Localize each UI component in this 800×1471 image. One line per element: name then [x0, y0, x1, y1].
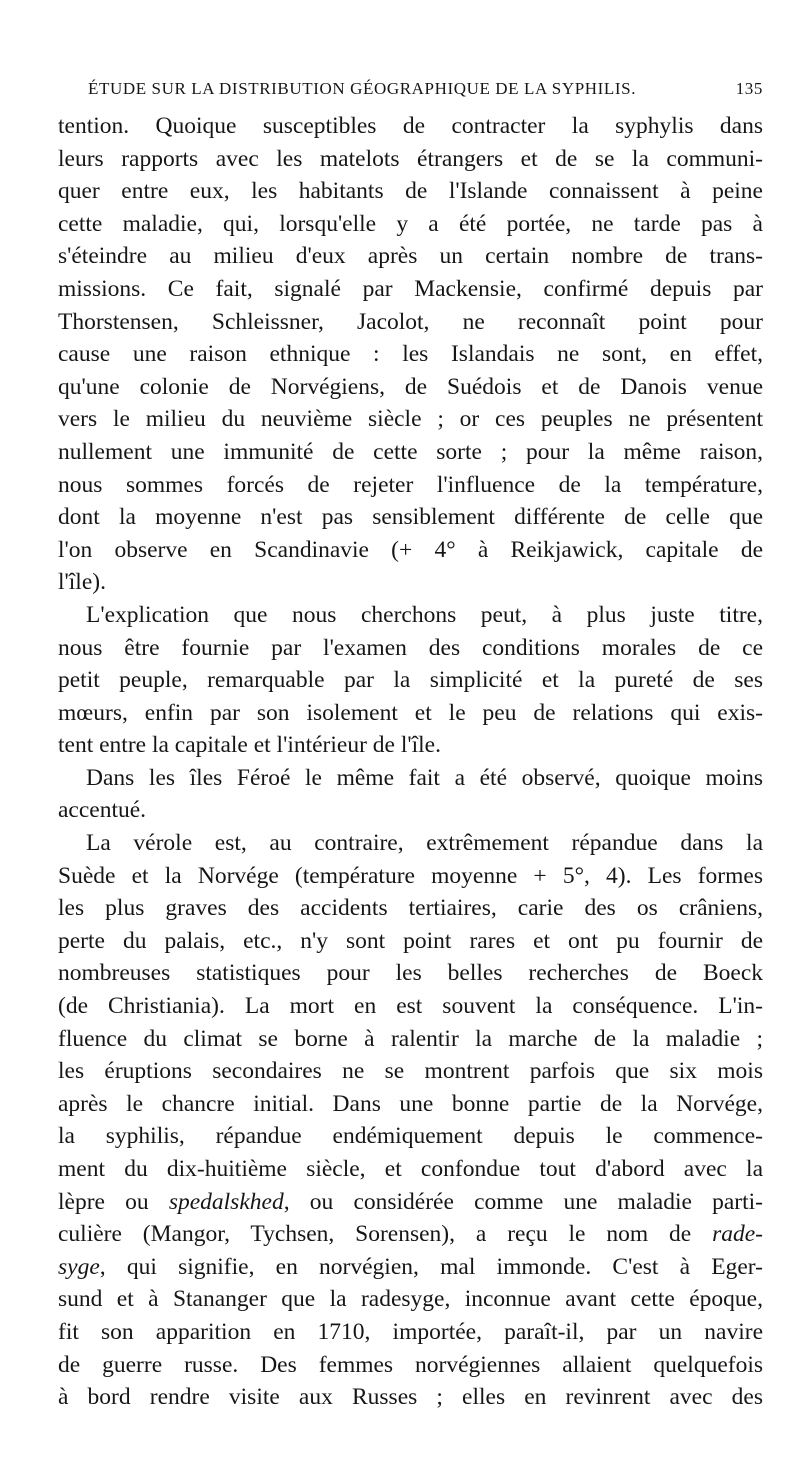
paragraph — [58, 599, 763, 762]
text-line: les éruptions secondaires ne se montrent parfois que six mois — [58, 1058, 763, 1085]
text-line: missions. Ce fait, signalé par Mackensie, confirmé depuis par — [58, 275, 763, 302]
text-line: fluence du climat se borne à ralentir la marche de la maladie ; — [58, 1025, 763, 1052]
text-line: Suède et la Norvége (température moyenne + 5°, 4). Les formes — [58, 862, 763, 889]
text-line: leurs rapports avec les matelots étrangers et de se la communi- — [58, 145, 763, 172]
text-line: accentué. — [58, 797, 147, 824]
text-line: la syphilis, répandue endémiquement depuis le commence- — [58, 1123, 763, 1150]
text-line: L'explication que nous cherchons peut, à plus juste titre, — [86, 601, 763, 628]
text-line: l'île). — [58, 569, 106, 596]
text-line: nous sommes forcés de rejeter l'influence de la température, — [58, 471, 763, 498]
text-line: à bord rendre visite aux Russes ; elles en revinrent avec des — [58, 1384, 763, 1411]
text-line: nullement une immunité de cette sorte ; pour la même raison, — [58, 438, 763, 465]
text-line: (de Christiania). La mort en est souvent la conséquence. L'in- — [58, 993, 763, 1020]
text-line: petit peuple, remarquable par la simplicité et la pureté de ses — [58, 667, 763, 694]
page-number: 135 — [735, 79, 763, 98]
running-title: ÉTUDE SUR LA DISTRIBUTION GÉOGRAPHIQUE DE LA SYPHILIS. — [88, 79, 637, 98]
text-line: sund et à Stananger que la radesyge, inconnue avant cette époque, — [58, 1286, 763, 1313]
text-line: s'éteindre au milieu d'eux après un certain nombre de trans- — [58, 243, 763, 270]
text-line: lèpre ou spedalskhed, ou considérée comme une maladie parti- — [58, 1188, 763, 1215]
text-line: qu'une colonie de Norvégiens, de Suédois et de Danois venue — [58, 373, 763, 400]
text-line: cause une raison ethnique : les Islandais ne sont, en effet, — [58, 341, 763, 368]
text-line: après le chancre initial. Dans une bonne partie de la Norvége, — [58, 1090, 763, 1117]
text-line: l'on observe en Scandinavie (+ 4° à Reikjawick, capitale de — [58, 536, 763, 563]
text-line: Thorstensen, Schleissner, Jacolot, ne reconnaît point pour — [58, 308, 763, 335]
document-page — [58, 74, 763, 1414]
paragraph — [58, 762, 763, 827]
text-line: tention. Quoique susceptibles de contracter la syphylis dans — [58, 113, 763, 139]
text-line: tent entre la capitale et l'intérieur de l'île. — [58, 732, 441, 759]
text-line: nous être fournie par l'examen des conditions morales de ce — [58, 634, 763, 661]
paragraph — [58, 827, 763, 1414]
paragraph — [58, 110, 763, 599]
text-line: quer entre eux, les habitants de l'Islande connaissent à peine — [58, 178, 763, 205]
text-line: perte du palais, etc., n'y sont point rares et ont pu fournir de — [58, 927, 763, 954]
text-line: mœurs, enfin par son isolement et le peu de relations qui exis- — [58, 699, 763, 726]
text-line: les plus graves des accidents tertiaires, carie des os crâniens, — [58, 895, 763, 922]
running-header — [58, 74, 763, 108]
text-line: ment du dix-huitième siècle, et confondue tout d'abord avec la — [58, 1156, 763, 1182]
text-line: cette maladie, qui, lorsqu'elle y a été portée, ne tarde pas à — [58, 210, 763, 237]
text-line: La vérole est, au contraire, extrêmement répandue dans la — [86, 830, 763, 857]
text-line: de guerre russe. Des femmes norvégiennes allaient quelquefois — [58, 1351, 763, 1378]
text-line: culière (Mangor, Tychsen, Sorensen), a reçu le nom de rade- — [58, 1221, 763, 1248]
text-line: fit son apparition en 1710, importée, paraît-il, par un navire — [58, 1318, 763, 1345]
text-line: Dans les îles Féroé le même fait a été observé, quoique moins — [86, 764, 763, 791]
text-line: syge, qui signifie, en norvégien, mal immonde. C'est à Eger- — [58, 1253, 763, 1280]
text-line: vers le milieu du neuvième siècle ; or ces peuples ne présentent — [58, 406, 763, 433]
body-text — [58, 110, 763, 1414]
text-line: dont la moyenne n'est pas sensiblement différente de celle que — [58, 504, 763, 531]
text-line: nombreuses statistiques pour les belles recherches de Boeck — [58, 960, 763, 987]
